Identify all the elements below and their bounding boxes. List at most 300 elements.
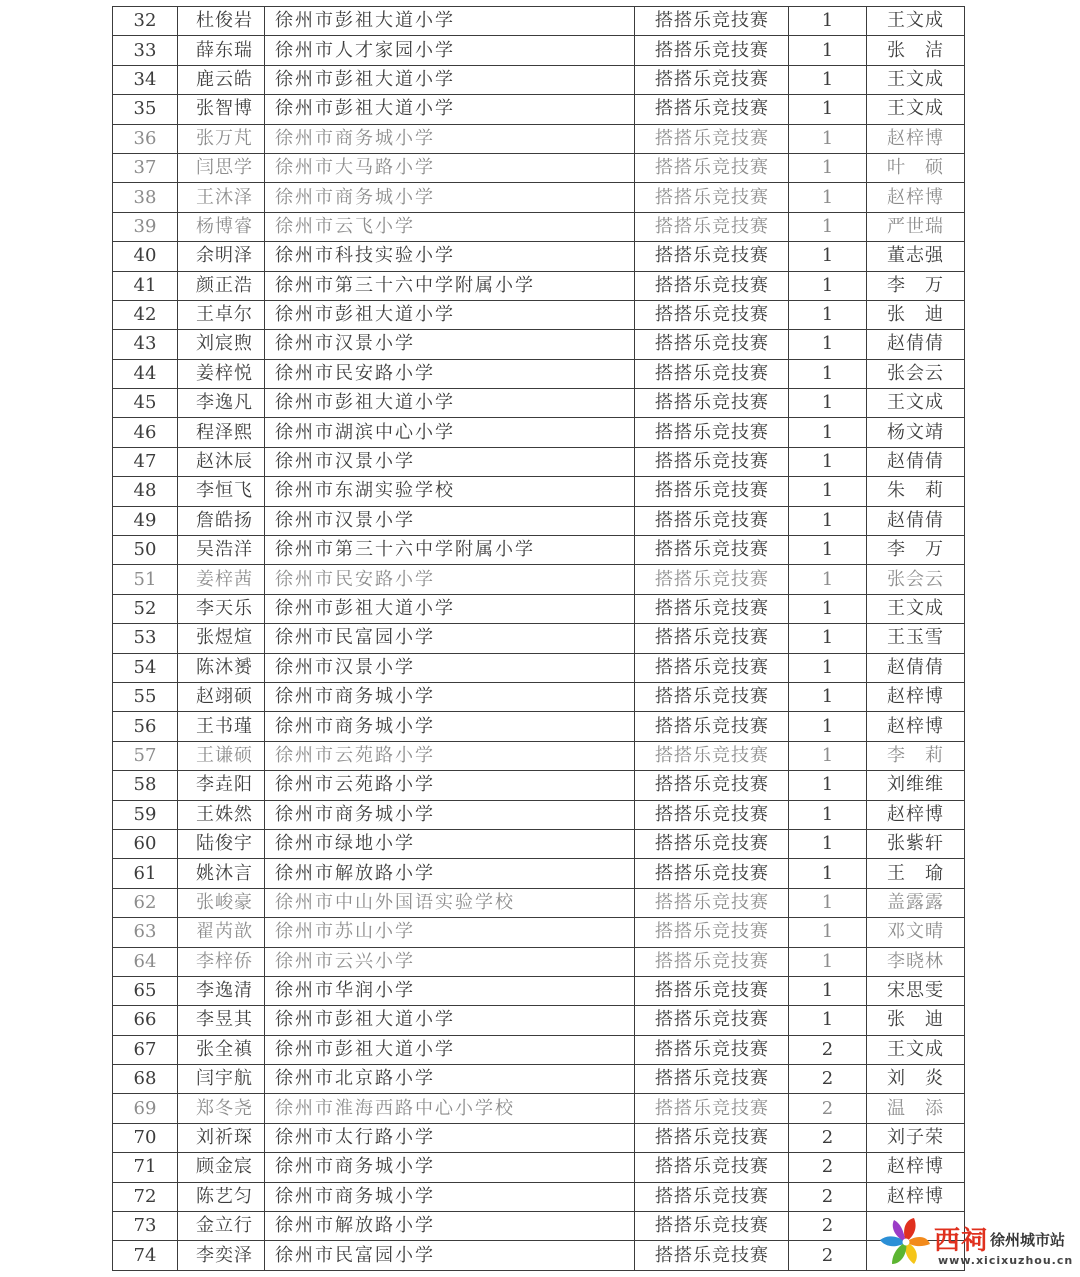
award-list-table <box>112 6 965 1271</box>
teacher-name: 杨文靖 <box>867 418 965 447</box>
group-level: 1 <box>789 65 867 94</box>
table-row <box>113 947 965 976</box>
event-name: 搭搭乐竞技赛 <box>635 624 789 653</box>
event-name: 搭搭乐竞技赛 <box>635 242 789 271</box>
student-name: 王谦硕 <box>178 741 265 770</box>
event-name: 搭搭乐竞技赛 <box>635 1006 789 1035</box>
group-level: 1 <box>789 389 867 418</box>
group-level: 1 <box>789 1006 867 1035</box>
teacher-name: 李 万 <box>867 536 965 565</box>
event-name: 搭搭乐竞技赛 <box>635 183 789 212</box>
group-level: 1 <box>789 800 867 829</box>
school-name: 徐州市彭祖大道小学 <box>265 389 635 418</box>
table-row <box>113 1241 965 1270</box>
student-name: 李恒飞 <box>178 477 265 506</box>
student-name: 金立行 <box>178 1212 265 1241</box>
event-name: 搭搭乐竞技赛 <box>635 859 789 888</box>
table-row <box>113 741 965 770</box>
school-name: 徐州市科技实验小学 <box>265 242 635 271</box>
table-row <box>113 389 965 418</box>
table-row <box>113 976 965 1005</box>
student-name: 赵翊硕 <box>178 682 265 711</box>
event-name: 搭搭乐竞技赛 <box>635 594 789 623</box>
watermark-url: www.xicixuzhou.cn <box>938 1254 1074 1267</box>
teacher-name: 赵倩倩 <box>867 330 965 359</box>
teacher-name: 李 万 <box>867 271 965 300</box>
school-name: 徐州市汉景小学 <box>265 447 635 476</box>
school-name: 徐州市彭祖大道小学 <box>265 1035 635 1064</box>
group-level: 2 <box>789 1153 867 1182</box>
table-row <box>113 653 965 682</box>
group-level: 1 <box>789 682 867 711</box>
table-row <box>113 359 965 388</box>
table-body <box>113 7 965 1271</box>
student-name: 王卓尔 <box>178 300 265 329</box>
event-name: 搭搭乐竞技赛 <box>635 741 789 770</box>
row-number: 60 <box>113 829 178 858</box>
group-level: 1 <box>789 183 867 212</box>
student-name: 李昱其 <box>178 1006 265 1035</box>
group-level: 1 <box>789 888 867 917</box>
school-name: 徐州市湖滨中心小学 <box>265 418 635 447</box>
event-name: 搭搭乐竞技赛 <box>635 153 789 182</box>
event-name: 搭搭乐竞技赛 <box>635 947 789 976</box>
site-watermark <box>876 1212 1076 1274</box>
event-name: 搭搭乐竞技赛 <box>635 1241 789 1270</box>
row-number: 53 <box>113 624 178 653</box>
table-row <box>113 712 965 741</box>
student-name: 顾金宸 <box>178 1153 265 1182</box>
teacher-name: 赵倩倩 <box>867 506 965 535</box>
row-number: 49 <box>113 506 178 535</box>
table-row <box>113 1182 965 1211</box>
student-name: 杜俊岩 <box>178 7 265 36</box>
student-name: 陆俊宇 <box>178 829 265 858</box>
school-name: 徐州市云飞小学 <box>265 212 635 241</box>
teacher-name: 温 添 <box>867 1094 965 1123</box>
event-name: 搭搭乐竞技赛 <box>635 36 789 65</box>
row-number: 48 <box>113 477 178 506</box>
row-number: 37 <box>113 153 178 182</box>
table-row <box>113 242 965 271</box>
teacher-name: 张 迪 <box>867 300 965 329</box>
group-level: 1 <box>789 594 867 623</box>
table-row <box>113 124 965 153</box>
student-name: 张万芃 <box>178 124 265 153</box>
row-number: 58 <box>113 771 178 800</box>
teacher-name: 邓文晴 <box>867 918 965 947</box>
student-name: 程泽熙 <box>178 418 265 447</box>
teacher-name: 董志强 <box>867 242 965 271</box>
teacher-name: 张 洁 <box>867 36 965 65</box>
row-number: 43 <box>113 330 178 359</box>
group-level: 1 <box>789 859 867 888</box>
teacher-name: 李晓林 <box>867 947 965 976</box>
student-name: 李天乐 <box>178 594 265 623</box>
event-name: 搭搭乐竞技赛 <box>635 712 789 741</box>
row-number: 61 <box>113 859 178 888</box>
teacher-name: 赵梓博 <box>867 1182 965 1211</box>
student-name: 李奕泽 <box>178 1241 265 1270</box>
event-name: 搭搭乐竞技赛 <box>635 565 789 594</box>
group-level: 1 <box>789 624 867 653</box>
school-name: 徐州市大马路小学 <box>265 153 635 182</box>
row-number: 33 <box>113 36 178 65</box>
event-name: 搭搭乐竞技赛 <box>635 65 789 94</box>
teacher-name: 赵梓博 <box>867 682 965 711</box>
student-name: 陈沐赟 <box>178 653 265 682</box>
table-row <box>113 7 965 36</box>
school-name: 徐州市彭祖大道小学 <box>265 1006 635 1035</box>
teacher-name: 王文成 <box>867 389 965 418</box>
teacher-name: 张 迪 <box>867 1006 965 1035</box>
event-name: 搭搭乐竞技赛 <box>635 1123 789 1152</box>
school-name: 徐州市商务城小学 <box>265 800 635 829</box>
teacher-name: 赵梓博 <box>867 1153 965 1182</box>
watermark-brand: 西祠 <box>934 1226 989 1256</box>
school-name: 徐州市商务城小学 <box>265 1182 635 1211</box>
table-row <box>113 624 965 653</box>
teacher-name: 王文成 <box>867 95 965 124</box>
group-level: 1 <box>789 95 867 124</box>
table-row <box>113 212 965 241</box>
teacher-name: 叶 硕 <box>867 153 965 182</box>
group-level: 2 <box>789 1123 867 1152</box>
event-name: 搭搭乐竞技赛 <box>635 976 789 1005</box>
school-name: 徐州市商务城小学 <box>265 183 635 212</box>
student-name: 姜梓悦 <box>178 359 265 388</box>
row-number: 50 <box>113 536 178 565</box>
table-row <box>113 330 965 359</box>
student-name: 颜正浩 <box>178 271 265 300</box>
school-name: 徐州市民安路小学 <box>265 565 635 594</box>
group-level: 1 <box>789 447 867 476</box>
row-number: 70 <box>113 1123 178 1152</box>
student-name: 刘宸煦 <box>178 330 265 359</box>
school-name: 徐州市绿地小学 <box>265 829 635 858</box>
teacher-name: 刘 炎 <box>867 1065 965 1094</box>
school-name: 徐州市苏山小学 <box>265 918 635 947</box>
student-name: 薛东瑞 <box>178 36 265 65</box>
event-name: 搭搭乐竞技赛 <box>635 918 789 947</box>
school-name: 徐州市淮海西路中心小学校 <box>265 1094 635 1123</box>
school-name: 徐州市汉景小学 <box>265 506 635 535</box>
event-name: 搭搭乐竞技赛 <box>635 653 789 682</box>
table-row <box>113 565 965 594</box>
row-number: 68 <box>113 1065 178 1094</box>
school-name: 徐州市彭祖大道小学 <box>265 65 635 94</box>
event-name: 搭搭乐竞技赛 <box>635 389 789 418</box>
table-row <box>113 829 965 858</box>
table-row <box>113 1035 965 1064</box>
table-row <box>113 888 965 917</box>
student-name: 张智博 <box>178 95 265 124</box>
event-name: 搭搭乐竞技赛 <box>635 506 789 535</box>
student-name: 张全禛 <box>178 1035 265 1064</box>
event-name: 搭搭乐竞技赛 <box>635 95 789 124</box>
school-name: 徐州市商务城小学 <box>265 682 635 711</box>
event-name: 搭搭乐竞技赛 <box>635 888 789 917</box>
group-level: 1 <box>789 36 867 65</box>
watermark-city: 徐州城市站 <box>990 1231 1066 1249</box>
group-level: 1 <box>789 330 867 359</box>
table-row <box>113 300 965 329</box>
group-level: 1 <box>789 153 867 182</box>
event-name: 搭搭乐竞技赛 <box>635 800 789 829</box>
school-name: 徐州市彭祖大道小学 <box>265 300 635 329</box>
student-name: 李逸清 <box>178 976 265 1005</box>
student-name: 陈艺匀 <box>178 1182 265 1211</box>
event-name: 搭搭乐竞技赛 <box>635 124 789 153</box>
student-name: 杨博睿 <box>178 212 265 241</box>
event-name: 搭搭乐竞技赛 <box>635 1212 789 1241</box>
event-name: 搭搭乐竞技赛 <box>635 359 789 388</box>
teacher-name: 张会云 <box>867 359 965 388</box>
teacher-name: 王文成 <box>867 594 965 623</box>
row-number: 32 <box>113 7 178 36</box>
row-number: 74 <box>113 1241 178 1270</box>
table-row <box>113 800 965 829</box>
group-level: 1 <box>789 124 867 153</box>
row-number: 42 <box>113 300 178 329</box>
student-name: 鹿云皓 <box>178 65 265 94</box>
event-name: 搭搭乐竞技赛 <box>635 330 789 359</box>
school-name: 徐州市民富园小学 <box>265 1241 635 1270</box>
row-number: 55 <box>113 682 178 711</box>
row-number: 36 <box>113 124 178 153</box>
table-row <box>113 418 965 447</box>
row-number: 51 <box>113 565 178 594</box>
table-row <box>113 506 965 535</box>
event-name: 搭搭乐竞技赛 <box>635 212 789 241</box>
row-number: 63 <box>113 918 178 947</box>
row-number: 64 <box>113 947 178 976</box>
teacher-name: 刘维维 <box>867 771 965 800</box>
teacher-name: 王 瑜 <box>867 859 965 888</box>
school-name: 徐州市彭祖大道小学 <box>265 7 635 36</box>
student-name: 赵沐辰 <box>178 447 265 476</box>
group-level: 2 <box>789 1065 867 1094</box>
student-name: 张煜煊 <box>178 624 265 653</box>
teacher-name: 赵倩倩 <box>867 447 965 476</box>
group-level: 2 <box>789 1182 867 1211</box>
teacher-name: 王文成 <box>867 7 965 36</box>
school-name: 徐州市云苑路小学 <box>265 741 635 770</box>
logo-center <box>903 1239 910 1246</box>
table-row <box>113 771 965 800</box>
event-name: 搭搭乐竞技赛 <box>635 300 789 329</box>
row-number: 38 <box>113 183 178 212</box>
table-row <box>113 447 965 476</box>
group-level: 1 <box>789 976 867 1005</box>
event-name: 搭搭乐竞技赛 <box>635 1065 789 1094</box>
group-level: 1 <box>789 300 867 329</box>
group-level: 1 <box>789 359 867 388</box>
school-name: 徐州市华润小学 <box>265 976 635 1005</box>
school-name: 徐州市北京路小学 <box>265 1065 635 1094</box>
table-row <box>113 536 965 565</box>
school-name: 徐州市汉景小学 <box>265 653 635 682</box>
group-level: 2 <box>789 1241 867 1270</box>
row-number: 46 <box>113 418 178 447</box>
school-name: 徐州市东湖实验学校 <box>265 477 635 506</box>
teacher-name: 赵倩倩 <box>867 653 965 682</box>
student-name: 詹皓扬 <box>178 506 265 535</box>
row-number: 39 <box>113 212 178 241</box>
pinwheel-logo-icon <box>878 1212 934 1268</box>
row-number: 71 <box>113 1153 178 1182</box>
event-name: 搭搭乐竞技赛 <box>635 1153 789 1182</box>
student-name: 姜梓茜 <box>178 565 265 594</box>
table-row <box>113 1153 965 1182</box>
teacher-name: 赵梓博 <box>867 183 965 212</box>
student-name: 王姝然 <box>178 800 265 829</box>
teacher-name: 赵梓博 <box>867 124 965 153</box>
row-number: 57 <box>113 741 178 770</box>
group-level: 1 <box>789 947 867 976</box>
table-row <box>113 594 965 623</box>
table-row <box>113 183 965 212</box>
event-name: 搭搭乐竞技赛 <box>635 829 789 858</box>
student-name: 李梓侨 <box>178 947 265 976</box>
group-level: 1 <box>789 536 867 565</box>
school-name: 徐州市解放路小学 <box>265 1212 635 1241</box>
student-name: 刘祈琛 <box>178 1123 265 1152</box>
school-name: 徐州市民富园小学 <box>265 624 635 653</box>
event-name: 搭搭乐竞技赛 <box>635 1094 789 1123</box>
group-level: 1 <box>789 242 867 271</box>
row-number: 62 <box>113 888 178 917</box>
student-name: 郑冬尧 <box>178 1094 265 1123</box>
table-row <box>113 65 965 94</box>
teacher-name: 盖露露 <box>867 888 965 917</box>
event-name: 搭搭乐竞技赛 <box>635 271 789 300</box>
row-number: 59 <box>113 800 178 829</box>
school-name: 徐州市第三十六中学附属小学 <box>265 536 635 565</box>
table-row <box>113 1065 965 1094</box>
row-number: 35 <box>113 95 178 124</box>
row-number: 44 <box>113 359 178 388</box>
event-name: 搭搭乐竞技赛 <box>635 7 789 36</box>
table-row <box>113 95 965 124</box>
row-number: 45 <box>113 389 178 418</box>
table-row <box>113 477 965 506</box>
school-name: 徐州市汉景小学 <box>265 330 635 359</box>
student-name: 李逸凡 <box>178 389 265 418</box>
table-row <box>113 859 965 888</box>
school-name: 徐州市人才家园小学 <box>265 36 635 65</box>
table-row <box>113 1006 965 1035</box>
group-level: 2 <box>789 1035 867 1064</box>
school-name: 徐州市云兴小学 <box>265 947 635 976</box>
school-name: 徐州市云苑路小学 <box>265 771 635 800</box>
event-name: 搭搭乐竞技赛 <box>635 447 789 476</box>
student-name: 王书瑾 <box>178 712 265 741</box>
school-name: 徐州市彭祖大道小学 <box>265 594 635 623</box>
row-number: 69 <box>113 1094 178 1123</box>
student-name: 吴浩洋 <box>178 536 265 565</box>
school-name: 徐州市彭祖大道小学 <box>265 95 635 124</box>
student-name: 王沐泽 <box>178 183 265 212</box>
group-level: 1 <box>789 712 867 741</box>
student-name: 张峻豪 <box>178 888 265 917</box>
group-level: 2 <box>789 1094 867 1123</box>
table-row <box>113 1094 965 1123</box>
teacher-name: 张会云 <box>867 565 965 594</box>
teacher-name: 张紫轩 <box>867 829 965 858</box>
row-number: 40 <box>113 242 178 271</box>
group-level: 2 <box>789 1212 867 1241</box>
group-level: 1 <box>789 565 867 594</box>
student-name: 闫思学 <box>178 153 265 182</box>
student-name: 姚沐言 <box>178 859 265 888</box>
row-number: 72 <box>113 1182 178 1211</box>
group-level: 1 <box>789 653 867 682</box>
event-name: 搭搭乐竞技赛 <box>635 418 789 447</box>
teacher-name: 王文成 <box>867 65 965 94</box>
event-name: 搭搭乐竞技赛 <box>635 682 789 711</box>
school-name: 徐州市民安路小学 <box>265 359 635 388</box>
table-row <box>113 918 965 947</box>
event-name: 搭搭乐竞技赛 <box>635 477 789 506</box>
group-level: 1 <box>789 7 867 36</box>
table-row <box>113 36 965 65</box>
row-number: 54 <box>113 653 178 682</box>
teacher-name: 宋思雯 <box>867 976 965 1005</box>
row-number: 67 <box>113 1035 178 1064</box>
school-name: 徐州市太行路小学 <box>265 1123 635 1152</box>
school-name: 徐州市商务城小学 <box>265 712 635 741</box>
event-name: 搭搭乐竞技赛 <box>635 771 789 800</box>
student-name: 翟芮歆 <box>178 918 265 947</box>
table-row <box>113 682 965 711</box>
teacher-name: 李 莉 <box>867 741 965 770</box>
school-name: 徐州市中山外国语实验学校 <box>265 888 635 917</box>
row-number: 47 <box>113 447 178 476</box>
teacher-name: 王玉雪 <box>867 624 965 653</box>
event-name: 搭搭乐竞技赛 <box>635 1182 789 1211</box>
group-level: 1 <box>789 271 867 300</box>
school-name: 徐州市商务城小学 <box>265 1153 635 1182</box>
row-number: 65 <box>113 976 178 1005</box>
row-number: 41 <box>113 271 178 300</box>
row-number: 56 <box>113 712 178 741</box>
row-number: 52 <box>113 594 178 623</box>
school-name: 徐州市商务城小学 <box>265 124 635 153</box>
school-name: 徐州市第三十六中学附属小学 <box>265 271 635 300</box>
table-row <box>113 1123 965 1152</box>
student-name: 李垚阳 <box>178 771 265 800</box>
student-name: 闫宇航 <box>178 1065 265 1094</box>
group-level: 1 <box>789 418 867 447</box>
teacher-name: 严世瑞 <box>867 212 965 241</box>
row-number: 66 <box>113 1006 178 1035</box>
group-level: 1 <box>789 212 867 241</box>
row-number: 34 <box>113 65 178 94</box>
teacher-name: 赵梓博 <box>867 712 965 741</box>
teacher-name: 朱 莉 <box>867 477 965 506</box>
student-name: 余明泽 <box>178 242 265 271</box>
table-row <box>113 153 965 182</box>
row-number: 73 <box>113 1212 178 1241</box>
group-level: 1 <box>789 771 867 800</box>
group-level: 1 <box>789 918 867 947</box>
school-name: 徐州市解放路小学 <box>265 859 635 888</box>
teacher-name: 赵梓博 <box>867 800 965 829</box>
group-level: 1 <box>789 477 867 506</box>
group-level: 1 <box>789 829 867 858</box>
group-level: 1 <box>789 506 867 535</box>
